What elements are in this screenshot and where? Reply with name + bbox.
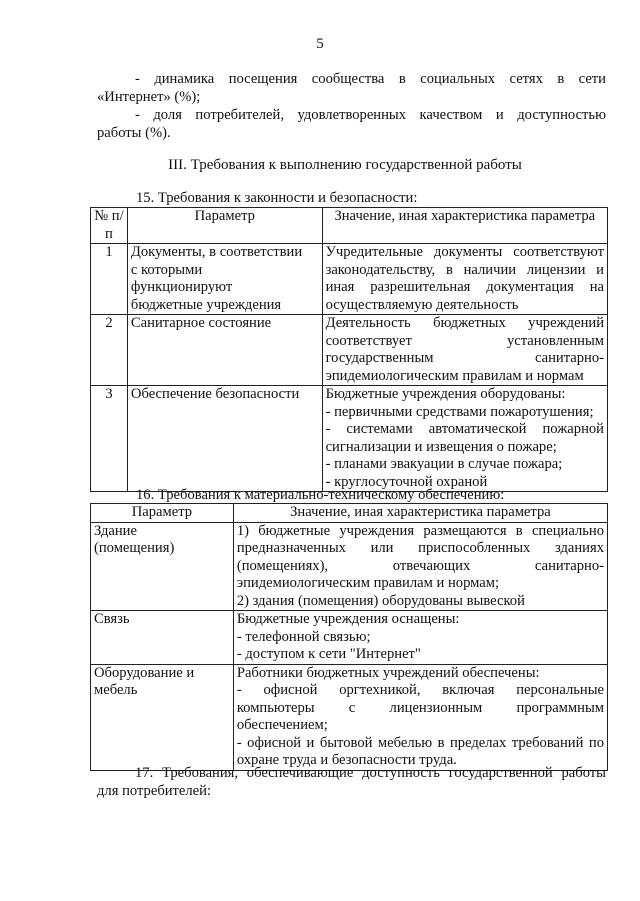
table15-caption: 15. Требования к законности и безопасности: — [136, 190, 418, 206]
row-value: 1) бюджетные учреждения размещаются в специально предназначенных или приспособленных зданиях (помещениях), отвечающих санитарно- эпидемиологическим правилам и нормам; 2) здания (помещения) оборудованы вывеской — [233, 522, 607, 611]
section-heading: III. Требования к выполнению государственной работы — [168, 157, 522, 173]
row-value: Учредительные документы соответствуют законодательству, в наличии лицензии и иная разрешительная документация на осуществляемую деятельность — [322, 244, 607, 315]
section17-text: 17. Требования, обеспечивающие доступность государственной работы для потребителей: — [97, 765, 606, 799]
table-row — [91, 664, 608, 770]
row-num: 3 — [91, 386, 128, 492]
row-param: Оборудование и мебель — [91, 664, 234, 770]
header-param: Параметр — [127, 208, 322, 244]
table-header-row — [91, 208, 608, 244]
row-num: 2 — [91, 315, 128, 386]
intro-item-visits: - динамика посещения сообщества в социальных сетях в сети «Интернет» (%); — [97, 71, 606, 105]
header-value: Значение, иная характеристика параметра — [322, 208, 607, 244]
header-value: Значение, иная характеристика параметра — [233, 504, 607, 523]
legality-safety-table — [90, 207, 608, 492]
row-param: Документы, в соответствии с которыми функционируют бюджетные учреждения — [127, 244, 322, 315]
row-value: Работники бюджетных учреждений обеспечены: - офисной оргтехникой, включая персональные компьютеры с лицензионным программным обеспечением; - офисной и бытовой мебелью в пределах требований по охране труда и безопасности труда. — [233, 664, 607, 770]
intro-item-satisfaction: - доля потребителей, удовлетворенных качеством и доступностью работы (%). — [97, 107, 606, 141]
row-param: Здание (помещения) — [91, 522, 234, 611]
page-number: 5 — [316, 36, 324, 52]
table16-caption: 16. Требования к материально-техническому обеспечению: — [136, 487, 505, 503]
table-row — [91, 611, 608, 665]
table-header-row — [91, 504, 608, 523]
row-param: Связь — [91, 611, 234, 665]
row-value: Бюджетные учреждения оборудованы: - первичными средствами пожаротушения; - системами автоматической пожарной сигнализации и извещения о пожаре; - планами эвакуации в случае пожара; - круглосуточной охраной — [322, 386, 607, 492]
header-num: № п/п — [91, 208, 128, 244]
table-row — [91, 386, 608, 492]
row-param: Обеспечение безопасности — [127, 386, 322, 492]
header-param: Параметр — [91, 504, 234, 523]
row-value: Деятельность бюджетных учреждений соответствует установленным государственным санитарно- эпидемиологическим правилам и нормам — [322, 315, 607, 386]
row-value: Бюджетные учреждения оснащены: - телефонной связью; - доступом к сети "Интернет" — [233, 611, 607, 665]
row-num: 1 — [91, 244, 128, 315]
row-param: Санитарное состояние — [127, 315, 322, 386]
table-row — [91, 522, 608, 611]
material-support-table — [90, 503, 608, 771]
table-row — [91, 244, 608, 315]
table-row — [91, 315, 608, 386]
